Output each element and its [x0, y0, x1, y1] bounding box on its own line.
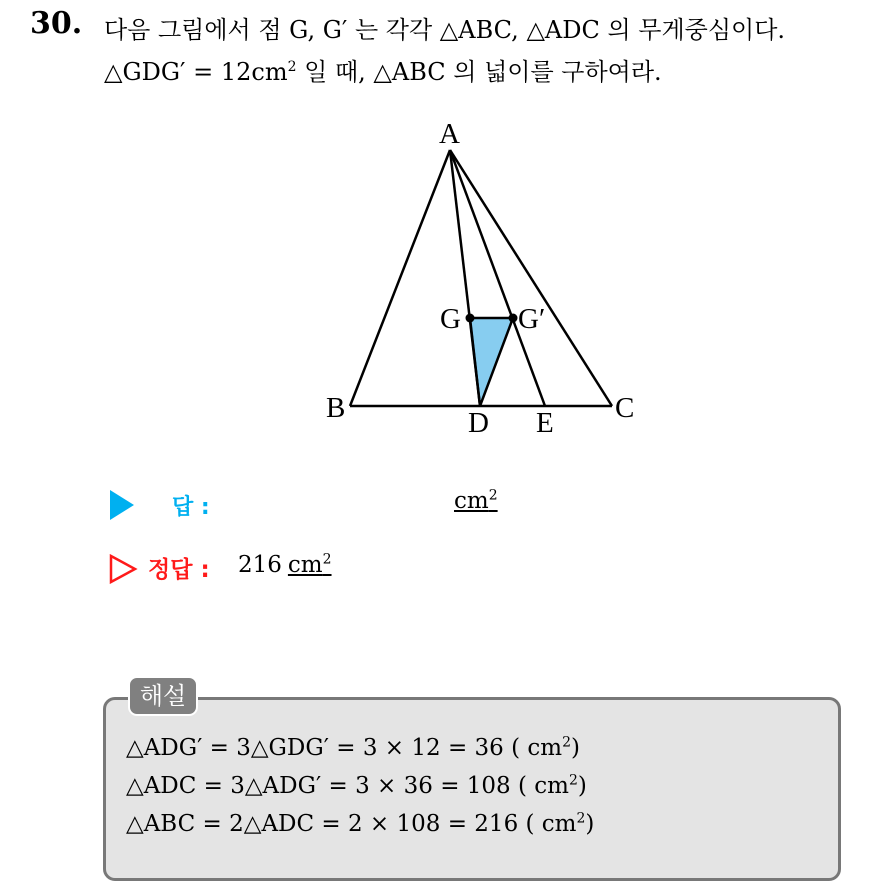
question-text-line2-post: 일 때, △ABC 의 넓이를 구하여라. — [296, 58, 662, 86]
answer-row — [104, 486, 524, 526]
question-text-line1: 다음 그림에서 점 G, G′ 는 각각 △ABC, △ADC 의 무게중심이다. — [104, 16, 786, 44]
answer-label: 답 : — [172, 495, 210, 520]
answer-unit-text: cm — [454, 488, 489, 514]
explanation-line-3-sup: 2 — [576, 810, 586, 827]
explanation-line-2-sup: 2 — [568, 772, 578, 789]
label-c: C — [615, 392, 635, 424]
segment-ab — [350, 150, 450, 406]
question-text-line2-pre: △GDG′ = 12cm — [104, 58, 288, 86]
label-d: D — [468, 407, 489, 439]
label-e: E — [536, 407, 554, 439]
correct-answer-unit-text: cm — [287, 552, 323, 578]
question-number: 30. — [30, 6, 83, 41]
correct-answer-unit — [288, 552, 332, 578]
explanation-line-2-text: △ADC = 3△ADG′ = 3 × 36 = 108 ( cm — [126, 773, 569, 799]
correct-answer-label: 정답 : — [148, 557, 210, 583]
answer-unit[interactable] — [454, 488, 498, 514]
question-text-line2 — [104, 52, 662, 87]
explanation-line-2 — [126, 773, 587, 799]
triangle-figure — [300, 110, 660, 440]
question-text-line2-sup: 2 — [287, 59, 297, 75]
play-triangle-icon — [110, 490, 134, 520]
shaded-triangle-gdg — [470, 318, 513, 406]
label-b: B — [326, 392, 346, 424]
explanation-line-1-tail: ) — [571, 735, 580, 761]
correct-answer-unit-sup: 2 — [322, 551, 332, 568]
explanation-line-1 — [126, 735, 580, 761]
point-g — [466, 314, 475, 323]
hollow-triangle-icon — [108, 554, 138, 584]
point-g-prime — [509, 314, 518, 323]
explanation-line-2-tail: ) — [577, 773, 587, 799]
explanation-line-3-tail: ) — [585, 811, 595, 837]
label-g: G — [440, 303, 461, 335]
explanation-line-1-text: △ADG′ = 3△GDG′ = 3 × 12 = 36 ( cm — [126, 735, 563, 761]
explanation-tab: 해설 — [128, 676, 198, 716]
correct-answer-row — [104, 548, 464, 588]
label-a: A — [439, 118, 460, 150]
correct-answer-number: 216 — [238, 552, 282, 578]
explanation-line-3-text: △ABC = 2△ADC = 2 × 108 = 216 ( cm — [126, 811, 577, 837]
correct-answer-value — [238, 552, 332, 578]
label-g-prime: G′ — [518, 303, 546, 335]
explanation-line-3 — [126, 811, 594, 837]
answer-unit-sup: 2 — [488, 487, 498, 504]
explanation-line-1-sup: 2 — [562, 734, 572, 751]
